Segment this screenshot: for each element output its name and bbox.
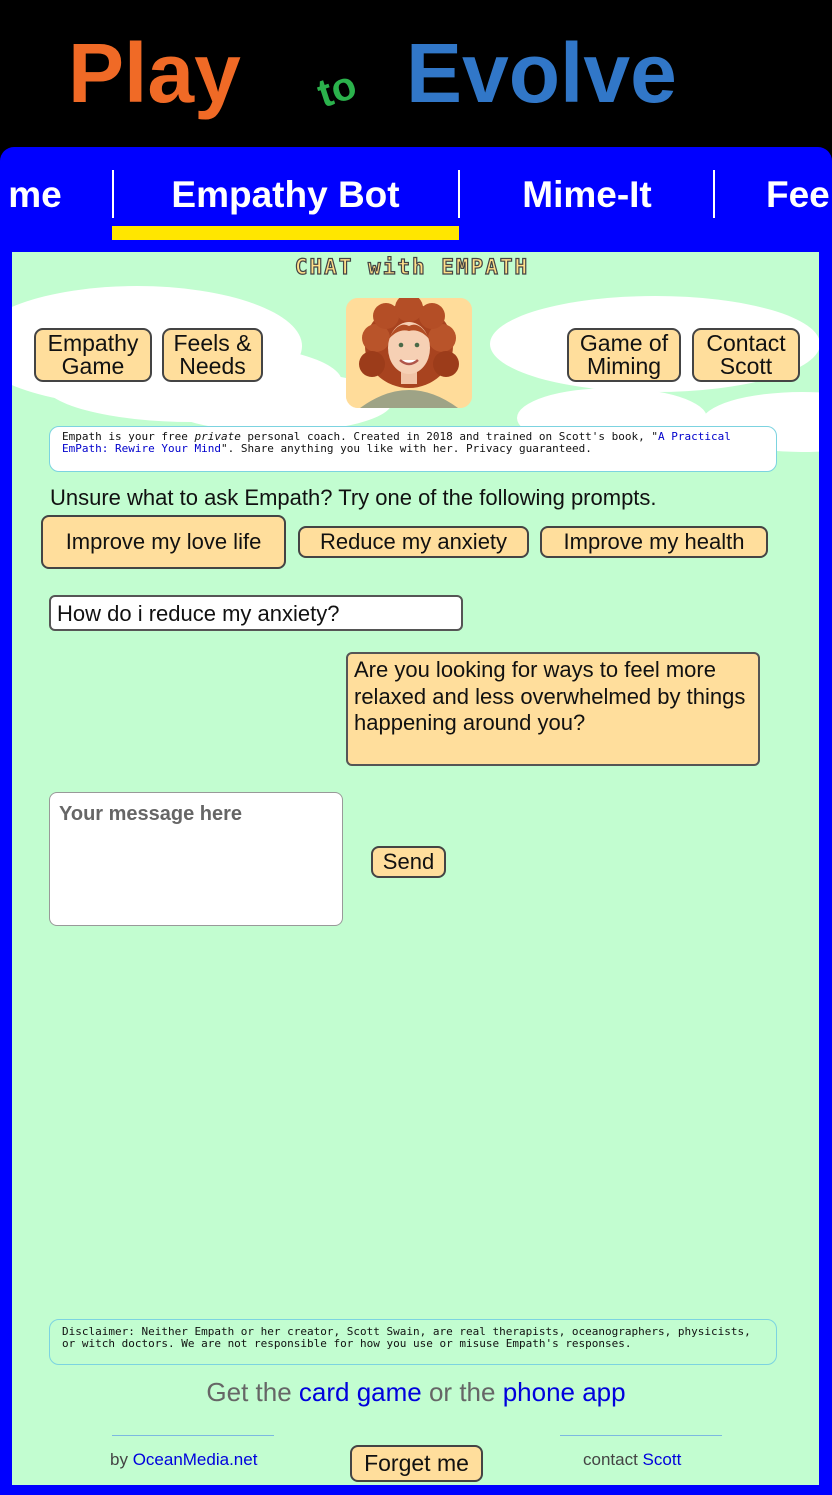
logo-word-play: Play xyxy=(68,26,241,120)
message-input[interactable] xyxy=(49,792,343,926)
intro-emphasis: private xyxy=(194,430,241,443)
logo-graphic xyxy=(0,0,832,148)
avatar-portrait xyxy=(346,298,472,408)
active-tab-indicator xyxy=(112,226,459,240)
tab-game[interactable]: me xyxy=(8,174,62,215)
disclaimer-box: Disclaimer: Neither Empath or her creator, Scott Swain, are real therapists, oceanographers, physicists, or witch doctors. We are not responsible for how you use or misuse Empath's responses. xyxy=(49,1319,777,1365)
prompt-health-button[interactable]: Improve my health xyxy=(540,526,768,558)
cta-text: Get the xyxy=(206,1377,299,1407)
footer-contact xyxy=(583,1450,681,1470)
prompt-love-life-button[interactable]: Improve my love life xyxy=(41,515,286,569)
send-button[interactable]: Send xyxy=(371,846,446,878)
oceanmedia-link[interactable]: OceanMedia.net xyxy=(132,1450,258,1469)
chat-title xyxy=(254,256,570,278)
svg-text:CHAT with EMPATH: CHAT with EMPATH xyxy=(294,256,530,278)
card-game-link[interactable]: card game xyxy=(298,1377,422,1407)
phone-app-link[interactable]: phone app xyxy=(502,1377,626,1407)
cta-text: or the xyxy=(421,1377,503,1407)
footer-credit xyxy=(110,1450,257,1470)
prompt-anxiety-button[interactable]: Reduce my anxiety xyxy=(298,526,529,558)
tab-feels[interactable]: Fee xyxy=(766,174,830,215)
bot-message: Are you looking for ways to feel more relaxed and less overwhelmed by things happening around you? xyxy=(346,652,760,766)
footer-divider xyxy=(112,1435,274,1436)
logo-word-to: to xyxy=(312,62,362,117)
footer-by-label: by xyxy=(110,1450,133,1469)
contact-scott-link[interactable]: Scott xyxy=(642,1450,682,1469)
feels-needs-button[interactable]: Feels & Needs xyxy=(162,328,263,382)
game-of-miming-button[interactable]: Game of Miming xyxy=(567,328,681,382)
intro-text: ". Share anything you like with her. Privacy guaranteed. xyxy=(220,442,592,455)
footer-divider xyxy=(560,1435,722,1436)
tab-mime-it[interactable]: Mime-It xyxy=(522,174,652,215)
intro-box xyxy=(49,426,777,472)
intro-text: Empath is your free xyxy=(62,430,195,443)
tab-divider xyxy=(713,170,715,218)
user-message: How do i reduce my anxiety? xyxy=(49,595,463,631)
contact-scott-button[interactable]: Contact Scott xyxy=(692,328,800,382)
tab-empathy-bot[interactable]: Empathy Bot xyxy=(171,174,400,215)
intro-text: personal coach. Created in 2018 and trained on Scott's book, " xyxy=(240,430,659,443)
empath-avatar xyxy=(346,298,472,408)
brand-logo[interactable] xyxy=(0,0,832,148)
prompt-heading: Unsure what to ask Empath? Try one of the following prompts. xyxy=(50,485,657,510)
forget-me-button[interactable]: Forget me xyxy=(350,1445,483,1482)
cta-line xyxy=(0,1377,832,1408)
footer-contact-label: contact xyxy=(583,1450,643,1469)
logo-word-evolve: Evolve xyxy=(406,26,677,120)
book-link[interactable]: A Practical EmPath: Rewire Your Mind xyxy=(62,430,731,455)
empathy-game-button[interactable]: Empathy Game xyxy=(34,328,152,382)
